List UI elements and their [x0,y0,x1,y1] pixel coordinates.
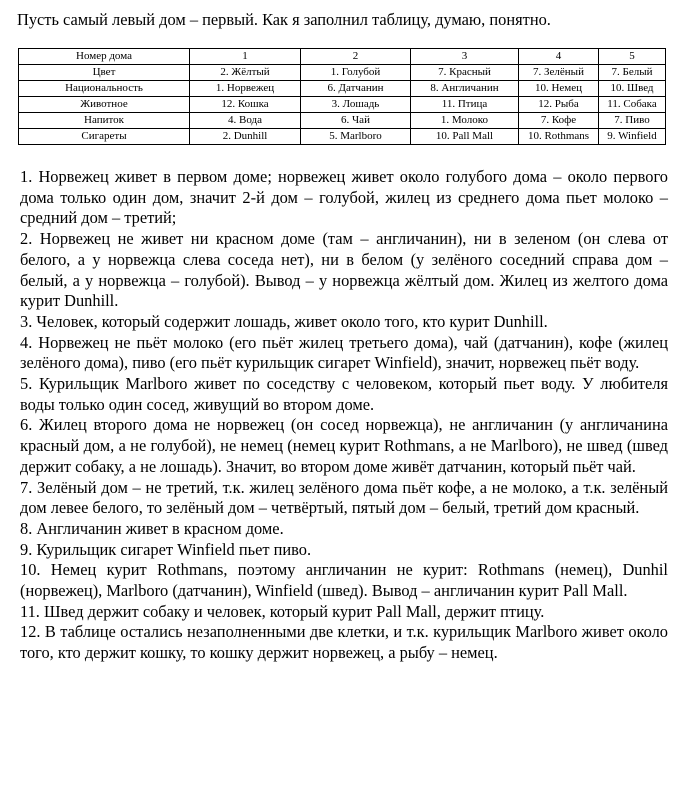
table-row-animal [19,97,666,113]
table-cell: 1. Норвежец [190,81,301,97]
table-row-label: Животное [19,97,190,113]
table-cell: 9. Winfield [599,129,666,145]
table-cell: 2. Dunhill [190,129,301,145]
table-cell: 6. Датчанин [301,81,411,97]
table-row-label: Цвет [19,65,190,81]
table-header-cell: 1 [190,49,301,65]
table-row-label: Национальность [19,81,190,97]
table-row-cigarettes [19,129,666,145]
table-row-label: Напиток [19,113,190,129]
table-cell: 7. Белый [599,65,666,81]
intro-text: Пусть самый левый дом – первый. Как я заполнил таблицу, думаю, понятно. [17,10,551,29]
solution-steps [20,167,668,664]
solution-step: 1. Норвежец живет в первом доме; норвежец живет около голубого дома – около первого дома только один дом, значит 2-й дом – голубой, жилец из среднего дома пьет молоко – средний дом – третий; [20,167,668,228]
table-cell: 3. Лошадь [301,97,411,113]
solution-step: 7. Зелёный дом – не третий, т.к. жилец зелёного дома пьёт кофе, а не молоко, а т.к. зелёный дом левее белого, то зелёный дом – четвёртый, пятый дом – белый, третий дом красный. [20,477,668,518]
solution-step: 2. Норвежец не живет ни красном доме (там – англичанин), ни в зеленом (он слева от белого, а у норвежца слева соседа нет), ни в белом (у зелёного соседний справа дом – белый, а у норвежца – голубой). Вывод – у норвежца жёлтый дом. Жилец из желтого дома курит Dunhill. [20,229,668,311]
table-header-cell: 4 [519,49,599,65]
solution-step: 12. В таблице остались незаполненными две клетки, и т.к. курильщик Marlboro живет около того, кто держит кошку, то кошку держит норвежец, а рыбу – немец. [20,622,668,663]
table-cell: 7. Зелёный [519,65,599,81]
table-cell: 12. Кошка [190,97,301,113]
table-cell: 2. Жёлтый [190,65,301,81]
table-cell: 1. Молоко [411,113,519,129]
solution-step: 9. Курильщик сигарет Winfield пьет пиво. [20,539,312,559]
solution-step: 11. Швед держит собаку и человек, который курит Pall Mall, держит птицу. [20,601,545,621]
table-cell: 10. Rothmans [519,129,599,145]
table-row-label: Сигареты [19,129,190,145]
table-row-nationality [19,81,666,97]
table-cell: 8. Англичанин [411,81,519,97]
solution-step: 3. Человек, который содержит лошадь, живет около того, кто курит Dunhill. [20,311,548,331]
table-cell: 7. Кофе [519,113,599,129]
table-header-cell: 2 [301,49,411,65]
table-cell: 1. Голубой [301,65,411,81]
solution-step: 8. Англичанин живет в красном доме. [20,518,284,538]
table-cell: 5. Marlboro [301,129,411,145]
solution-table [18,48,666,145]
table-row-color [19,65,666,81]
table-cell: 6. Чай [301,113,411,129]
table-cell: 12. Рыба [519,97,599,113]
table-cell: 10. Швед [599,81,666,97]
solution-step: 5. Курильщик Marlboro живет по соседству с человеком, который пьет воду. У любителя воды только один сосед, живущий во втором доме. [20,374,668,414]
table-header-cell: 5 [599,49,666,65]
solution-step: 10. Немец курит Rothmans, поэтому англичанин не курит: Rothmans (немец), Dunhil (норвежец), Marlboro (датчанин), Winfield (швед). Вывод – англичанин курит Pall Mall. [20,560,668,601]
table-cell: 10. Pall Mall [411,129,519,145]
table-header-cell: Номер дома [19,49,190,65]
table-cell: 4. Вода [190,113,301,129]
table-cell: 11. Птица [411,97,519,113]
table-header-cell: 3 [411,49,519,65]
solution-step: 6. Жилец второго дома не норвежец (он сосед норвежца), не англичанин (у англичанина красный дом, а не голубой), не немец (немец курит Rothmans, а не Marlboro), не швед (швед держит собаку, а не лошадь). Значит, во втором доме живёт датчанин, который пьёт чай. [20,415,668,476]
table-cell: 7. Пиво [599,113,666,129]
table-cell: 7. Красный [411,65,519,81]
table-row-drink [19,113,666,129]
table-header-row [19,49,666,65]
table-cell: 10. Немец [519,81,599,97]
table-cell: 11. Собака [599,97,666,113]
solution-step: 4. Норвежец не пьёт молоко (его пьёт жилец третьего дома), чай (датчанин), кофе (жилец зелёного дома), пиво (его пьёт курильщик сигарет Winfield), значит, норвежец пьёт воду. [20,332,668,373]
